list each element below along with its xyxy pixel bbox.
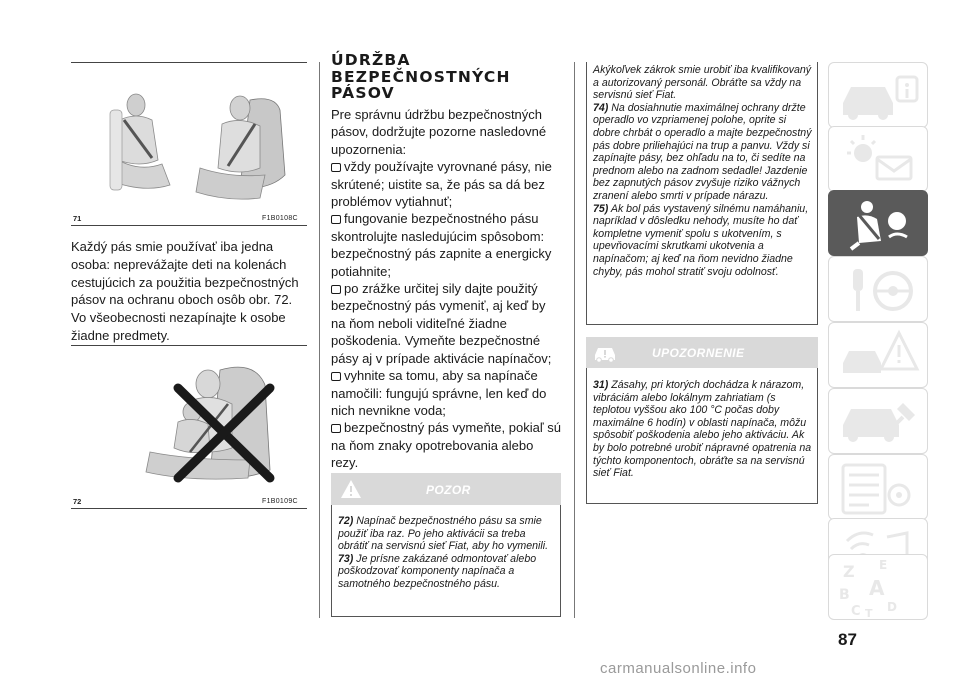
tab-emergency[interactable] (828, 322, 928, 388)
list-item: vždy používajte vyrovnané pásy, nie skrútené; uistite sa, že pás sa dá bez problémov vytiahnuť; (331, 159, 552, 210)
watermark: carmanualsonline.info (600, 660, 757, 677)
continued-text: Akýkoľvek zákrok smie urobiť iba kvalifikovaný a autorizovaný personál. Obráťte sa vždy na servisnú sieť Fiat. (593, 64, 812, 102)
rule-col1-top (71, 62, 307, 63)
note-74: 74) Na dosiahnutie maximálnej ochrany držte operadlo vo vzpriamenej polohe, oprite si dobre chrbát o operadlo a majte bezpečnostný pás dobre priliehajúci na trup a panvu. Vždy si zapínajte pásy, bez ohľadu na to, či sedíte na prednom alebo na zadnom sedadle! Jazdenie bez zapnutých pásov zvyšuje riziko vážnych zranení alebo smrti v prípade nárazu. (593, 101, 812, 202)
tab-index[interactable] (828, 554, 928, 620)
heading-line-1: ÚDRŽBA (331, 51, 411, 69)
notice-notes (593, 379, 815, 480)
note-72: 72) Napínač bezpečnostného pásu sa smie použiť iba raz. Po jeho aktivácii sa treba obrátiť na servisnú sieť Fiat, aby ho vymenili. (338, 515, 549, 553)
note-73: 73) Je prísne zakázané odmontovať alebo poškodzovať komponenty napínača a samotného bezpečnostného pásu. (338, 552, 537, 590)
svg-text:E: E (879, 558, 888, 572)
figure-71-illustration (100, 80, 300, 210)
tab-starting-driving[interactable] (828, 256, 928, 322)
car-info-icon (829, 63, 929, 129)
checkbox-bullet-icon (331, 372, 341, 381)
car-wrench-icon (829, 389, 929, 455)
checkbox-bullet-icon (331, 424, 341, 433)
svg-text:Z: Z (843, 562, 855, 581)
figure-72-code: F1B0109C (262, 498, 298, 505)
figure-71-number: 71 (73, 214, 82, 223)
list-item: bezpečnostný pás vymeňte, pokiaľ sú na ňom znaky opotrebovania alebo rezy. (331, 420, 561, 471)
column1-paragraph: Každý pás smie používať iba jedna osoba: neprevážajte deti na kolenách cestujúcich za použitia bezpečnostných pásov na ochranu oboch osôb obr. 72. Vo všeobecnosti nezapínajte k osobe žiadne predmety. (71, 239, 299, 343)
svg-text:T: T (865, 607, 873, 620)
list-item: vyhnite sa tomu, aby sa napínače namočili: fungujú správne, len keď do nich nevnikne voda; (331, 368, 547, 418)
heading-line-3: PÁSOV (331, 84, 395, 102)
checkbox-bullet-icon (331, 215, 341, 224)
rule-fig71-bottom (71, 225, 307, 226)
figure-71-code: F1B0108C (262, 215, 298, 222)
tab-maintenance[interactable] (828, 388, 928, 454)
list-item: po zrážke určitej sily dajte použitý bezpečnostný pás vymeniť, aj keď by na ňom neboli viditeľné žiadne poškodenia. Vymeňte bezpečnostné pásy aj v prípade aktivácie napínačov; (331, 281, 552, 366)
page-number: 87 (838, 630, 857, 649)
list-item: fungovanie bezpečnostného pásu skontrolujte nasledujúcim spôsobom: bezpečnostný pás zapnite a energicky potiahnite; (331, 211, 552, 279)
column-divider-2 (574, 62, 575, 618)
warning-triangle-icon (340, 479, 362, 499)
key-steering-wheel-icon (829, 257, 929, 323)
warning-title: POZOR (426, 483, 471, 497)
seatbelt-airbag-icon (829, 191, 929, 257)
svg-text:B: B (839, 587, 850, 603)
warning-triangle-car-icon (829, 323, 929, 389)
rule-fig72-top (71, 345, 307, 346)
svg-text:C: C (851, 604, 861, 619)
maintenance-instructions (331, 106, 563, 472)
note-75: 75) Ak bol pás vystavený silnému namáhaniu, napríklad v dôsledku nehody, musíte ho dať kompletne vymeniť spolu s ukotvením, s upevňovacími skrutkami ukotvenia a napínačom; aj keď na ňom nevidno žiadne chyby, pás mohol stratiť svoju odolnosť. (593, 202, 809, 278)
warning-notes (338, 515, 556, 591)
car-warning-icon (592, 343, 618, 363)
section-heading (331, 52, 561, 102)
checkbox-bullet-icon (331, 285, 341, 294)
tab-car-info[interactable] (828, 62, 928, 128)
heading-line-2: BEZPEČNOSTNÝCH (331, 67, 511, 86)
note-31: 31) Zásahy, pri ktorých dochádza k nárazom, vibráciám alebo lokálnym zahriatiam (s teplotou vyššou ako 100 °C počas doby maximálne 6 hodín) v oblasti napínača, môžu spôsobiť poškodenia alebo jeho aktiváciu. Ak by bolo potrebné urobiť nápravné opatrenia na týchto komponentoch, obráťte sa na servisnú sieť Fiat. (593, 379, 812, 480)
dashboard-lights-icon (829, 127, 929, 193)
svg-text:D: D (887, 600, 897, 614)
svg-text:A: A (869, 576, 885, 600)
tab-technical-data[interactable] (828, 454, 928, 520)
notice-title: UPOZORNENIE (652, 346, 745, 360)
column-divider-1 (319, 62, 320, 618)
index-letters-icon (829, 555, 929, 621)
tab-dashboard-lights[interactable] (828, 126, 928, 192)
tab-safety[interactable] (828, 190, 928, 256)
rule-fig72-bottom (71, 508, 307, 509)
intro-text: Pre správnu údržbu bezpečnostných pásov, dodržujte pozorne nasledovné upozornenia: (331, 107, 547, 157)
checkbox-bullet-icon (331, 163, 341, 172)
figure-72-illustration (120, 360, 300, 485)
figure-72-number: 72 (73, 497, 82, 506)
technical-data-icon (829, 455, 929, 521)
continued-box-border (586, 62, 818, 325)
